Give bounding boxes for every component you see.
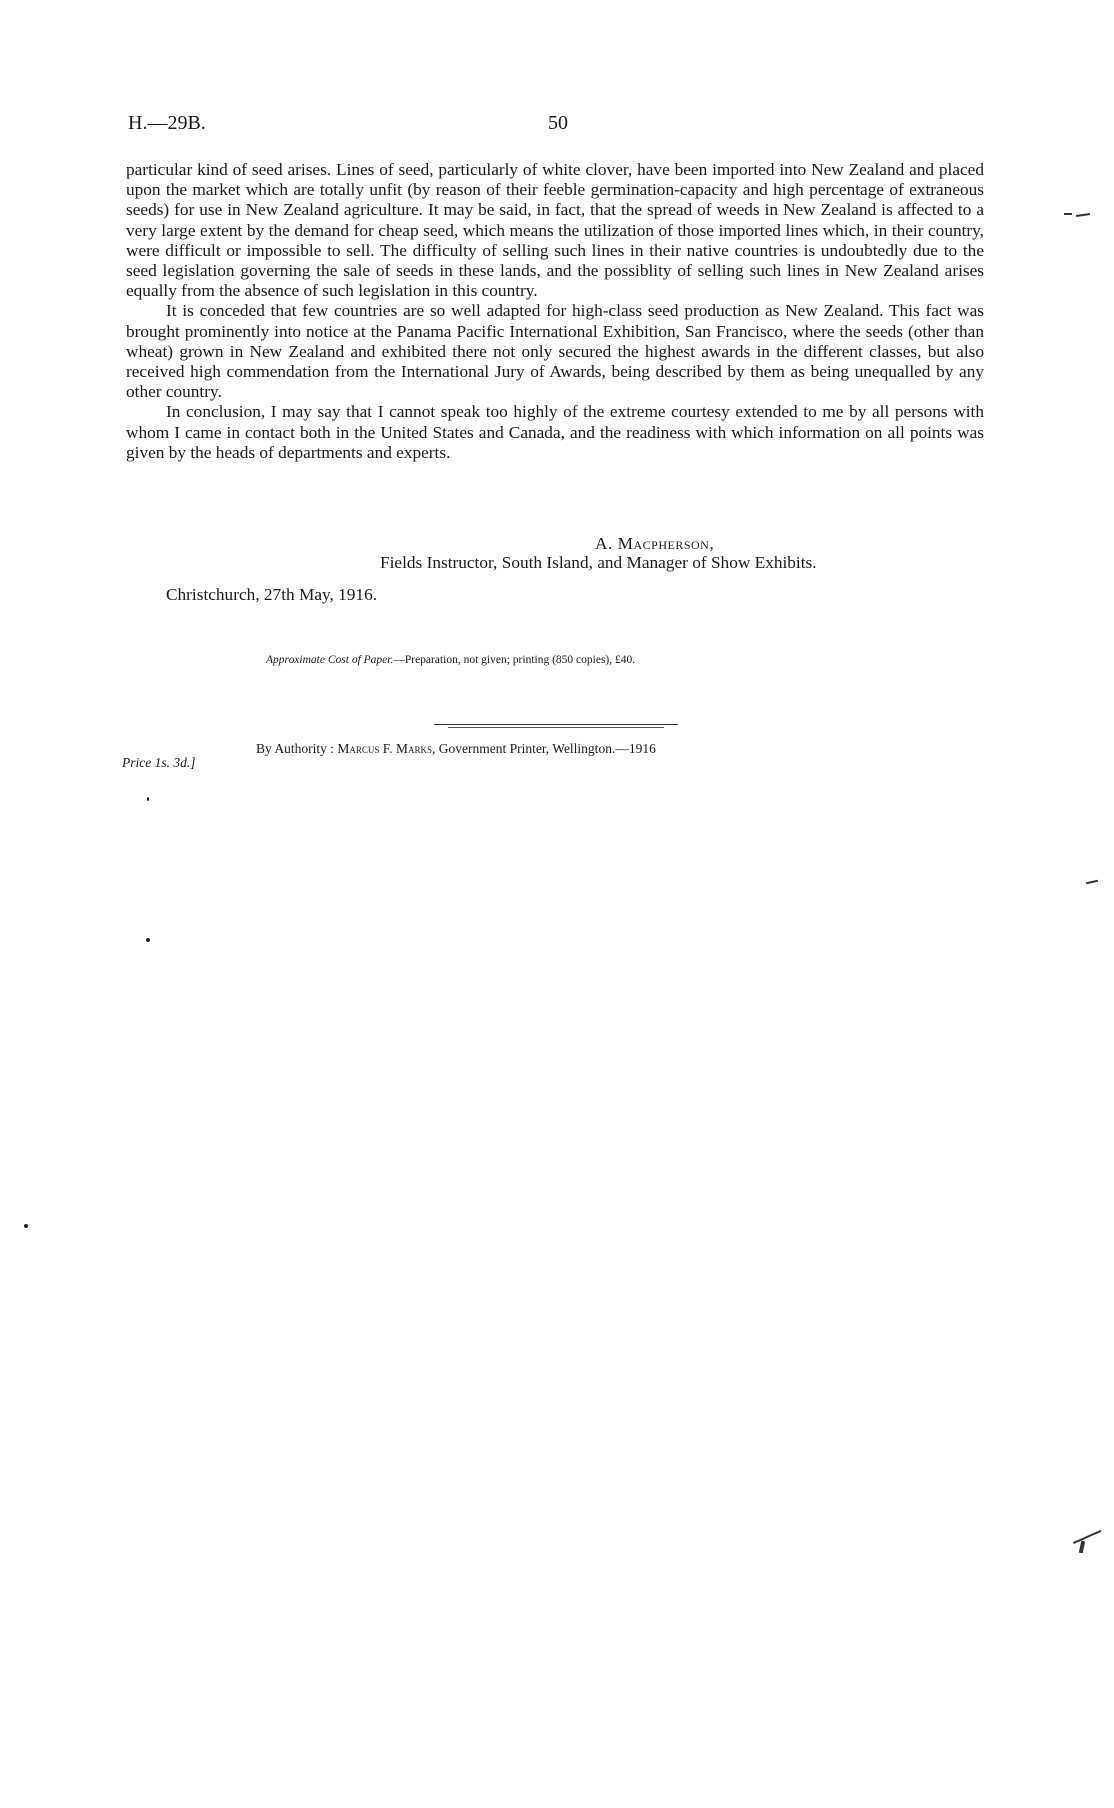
scan-mark (1073, 1530, 1101, 1544)
signature-title: Fields Instructor, South Island, and Manager of Show Exhibits. (380, 553, 817, 572)
scan-mark (1079, 1541, 1085, 1554)
imprint-suffix: , Government Printer, Wellington.—1916 (431, 741, 656, 756)
printer-imprint (256, 741, 656, 757)
cost-note (266, 654, 635, 666)
paragraph: particular kind of seed arises. Lines of seed, particularly of white clover, have been imported into New Zealand and placed upon the market which are totally unfit (by reason of their feeble germination-capacity and high percentage of extraneous seeds) for use in New Zealand agriculture. It may be said, in fact, that the spread of weeds in New Zealand is affected to a very large extent by the demand for cheap seed, which means the utilization of those imported lines which, in their country, were difficult or impossible to sell. The difficulty of selling such lines in their native countries is undoubtedly due to the seed legislation governing the sale of seeds in these lands, and the possiblity of selling such lines in New Zealand arises equally from the absence of such legislation in this country. (126, 160, 984, 301)
document-reference: H.—29B. (128, 112, 206, 134)
page-number: 50 (548, 112, 568, 134)
scan-speck (147, 797, 149, 801)
scan-mark (1064, 213, 1072, 215)
imprint-printer: Marcus F. Marks (337, 741, 432, 756)
scan-speck (146, 938, 150, 942)
scan-mark (1086, 880, 1098, 884)
price-note: Price 1s. 3d.] (122, 755, 196, 770)
cost-note-text: —Preparation, not given; printing (850 copies), £40. (393, 654, 636, 666)
paragraph: It is conceded that few countries are so well adapted for high-class seed production as New Zealand. This fact was brought prominently into notice at the Panama Pacific International Exhibition, San Francisco, where the seeds (other than wheat) grown in New Zealand and exhibited there not only secured the highest awards in the different classes, but also received high commendation from the International Jury of Awards, being described by them as being unequalled by any other country. (126, 301, 984, 402)
paragraph: In conclusion, I may say that I cannot speak too highly of the extreme courtesy extended to me by all persons with whom I came in contact both in the United States and Canada, and the readiness with which information on all points was given by the heads of departments and experts. (126, 402, 984, 462)
divider-rule (448, 727, 664, 728)
body-text (126, 160, 984, 463)
scan-speck (24, 1224, 28, 1228)
cost-note-label: Approximate Cost of Paper. (266, 654, 394, 666)
scan-mark (1076, 213, 1090, 216)
signature-name: A. Macpherson, (595, 534, 715, 553)
place-date: Christchurch, 27th May, 1916. (166, 585, 378, 604)
divider-rule (434, 724, 678, 725)
imprint-prefix: By Authority : (256, 741, 338, 756)
